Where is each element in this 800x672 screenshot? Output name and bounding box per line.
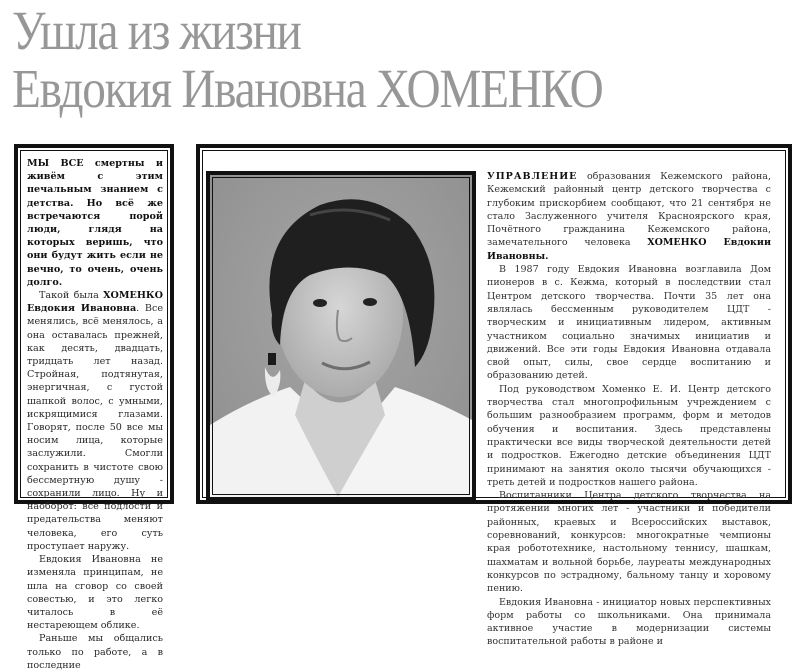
main-article-text xyxy=(487,170,771,649)
portrait-image xyxy=(210,175,472,497)
left-paragraph-2: Евдокия Ивановна не изменяла принципам, не шла на сговор со своей совестью, и это легко читалось в её нестареющем облике. xyxy=(27,554,163,632)
left-paragraph-1 xyxy=(27,289,163,553)
headline-line-2: Евдокия Ивановна ХОМЕНКО xyxy=(12,58,603,119)
left-p1-start: Такой была xyxy=(39,290,104,302)
left-p1-rest: . Все менялись, всё менялось, а она оставалась прежней, как десять, двадцать, тридцать лет назад. Стройная, подтянутая, энергичная, с густой шапкой волос, с умными, искрящимися глазами. Говорят, после 50 все мы носим лица, которые заслужили. Смогли сохранить в чистоте свою бессмертную душу - сохранили лицо. Ну и наоборот: все подлости и предательства меняют человека, его суть проступает наружу. xyxy=(27,303,163,552)
headline-line-1: Ушла из жизни xyxy=(12,0,301,61)
article-lead-caps: УПРАВЛЕНИЕ xyxy=(487,171,578,182)
headline xyxy=(12,2,603,118)
article-deceased-name: ХОМЕНКО Евдокии Ивановны. xyxy=(487,237,771,262)
left-lead-paragraph: МЫ ВСЕ смертны и живём с этим печальным знанием с детства. Но всё же встречаются порой люди, глядя на которых веришь, что они будут жить если не вечно, то очень, очень долго. xyxy=(27,158,163,288)
article-p1-rest: образования Кежемского района, Кежемский районный центр детского творчества с глубоким прискорбием сообщают, что 21 сентября не стало Заслуженного учителя Красноярского края, Почётного гражданина Кежемского района, замечательного человека xyxy=(487,171,771,249)
article-paragraph-2: В 1987 году Евдокия Ивановна возглавила Дом пионеров в с. Кежма, который в последствии стал Центром детского творчества. Почти 35 лет она являлась бессменным руководителем ЦДТ - творческим и инициативным лидером, активным участником социально значимых инициатив и движений. Все эти годы Евдокия Ивановна отдавала свой опыт, силы, свое сердце воспитанию и образованию детей. xyxy=(487,264,771,382)
article-paragraph-5: Евдокия Ивановна - инициатор новых перспективных форм работы со школьниками. Она принимала активное участие в модернизации системы воспитательной работы в районе и xyxy=(487,596,771,648)
left-column-text xyxy=(27,157,163,672)
left-paragraph-3: Раньше мы общались только по работе, а в последние xyxy=(27,633,163,671)
article-paragraph-4: Воспитанники Центра детского творчества на протяжении многих лет - участники и победители районных, краевых и Всероссийских выставок, соревнований, конкурсов: многократные чемпионы края робототехнике, настольному теннису, шашкам, шахматам и вольной борьбе, лауреаты международных конкурсов по эстрадному, бальному танцу и хоровому пению. xyxy=(487,490,771,595)
deceased-name: ХОМЕНКО Евдокия Ивановна xyxy=(27,290,163,315)
article-paragraph-1 xyxy=(487,170,771,263)
article-paragraph-3: Под руководством Хоменко Е. И. Центр детского творчества стал многопрофильным учреждением с большим разнообразием программ, форм и методов обучения и воспитания. Здесь представлены практически все виды творческой деятельности детей и подростков. Ежегодно детские объединения ЦДТ принимают на занятия около тысячи обучающихся - треть детей и подростков нашего района. xyxy=(487,383,771,488)
portrait-photo xyxy=(206,171,476,501)
